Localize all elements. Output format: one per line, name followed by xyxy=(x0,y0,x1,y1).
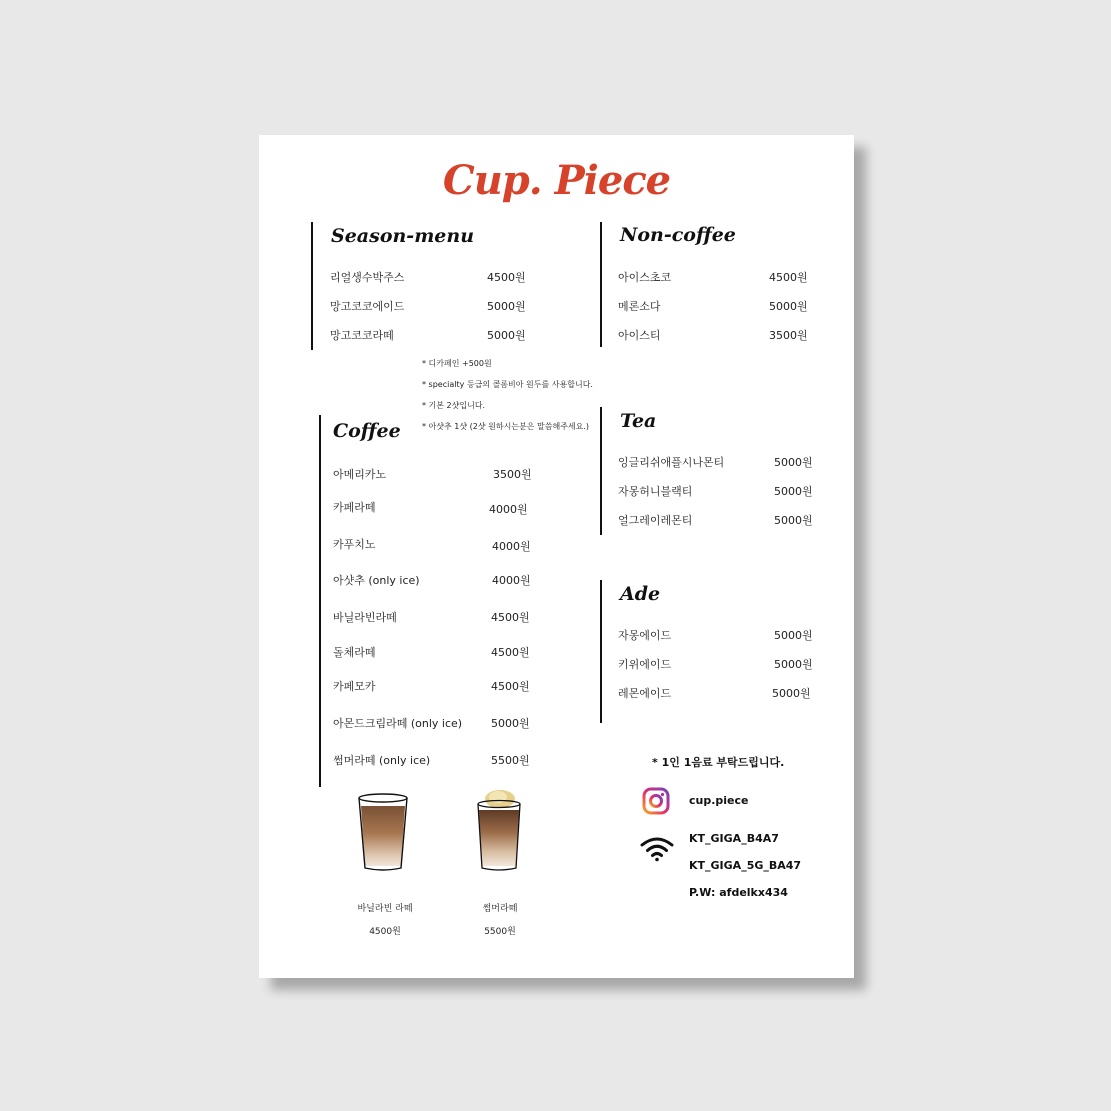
featured-drink-name: 바닐라빈 라떼 xyxy=(357,904,413,914)
wifi-ssid-2: KT_GIGA_5G_BA47 xyxy=(689,859,802,872)
menu-item-price: 4500원 xyxy=(491,646,530,659)
menu-item-price: 4500원 xyxy=(491,680,530,693)
menu-item-name: 아메리카노 xyxy=(333,468,387,481)
featured-drink-price: 4500원 xyxy=(369,927,401,937)
menu-item-price: 4000원 xyxy=(492,540,531,553)
menu-item-name: 아이스티 xyxy=(618,329,661,342)
note-line: * 디카페인 +500원 xyxy=(422,359,492,368)
menu-item-price: 4000원 xyxy=(489,503,528,516)
menu-item-price: 5000원 xyxy=(774,658,813,671)
menu-item-price: 4000원 xyxy=(492,574,531,587)
brand-logo: Cup. Piece xyxy=(442,157,671,204)
menu-item-name: 카푸치노 xyxy=(333,538,376,551)
note-line: * specialty 등급의 콜롬비아 원두를 사용합니다. xyxy=(422,380,593,389)
menu-item-price: 5000원 xyxy=(774,629,813,642)
menu-item-price: 4500원 xyxy=(769,271,808,284)
summer-latte-glass-illustration xyxy=(473,790,525,872)
menu-item-name: 썸머라떼 (only ice) xyxy=(333,754,431,767)
note-line: * 아샷추 1샷 (2샷 원하시는분은 말씀해주세요.) xyxy=(422,422,590,431)
menu-item-name: 레몬에이드 xyxy=(618,687,672,700)
menu-item-price: 5000원 xyxy=(769,300,808,313)
menu-item-name: 아몬드크림라떼 (only ice) xyxy=(333,717,463,730)
menu-item-price: 3500원 xyxy=(769,329,808,342)
menu-item-name: 카페라떼 xyxy=(333,501,376,514)
tea-title: Tea xyxy=(620,410,657,432)
menu-item-name: 자몽허니블랙티 xyxy=(618,485,693,498)
menu-item-name: 아샷추 (only ice) xyxy=(333,574,420,587)
menu-item-price: 5000원 xyxy=(774,485,813,498)
menu-item-price: 5000원 xyxy=(487,300,526,313)
menu-item-name: 메론소다 xyxy=(618,300,661,313)
season-divider xyxy=(311,222,313,350)
featured-drink-price: 5500원 xyxy=(484,927,516,937)
menu-item-price: 3500원 xyxy=(493,468,532,481)
vanilla-latte-glass-illustration xyxy=(356,792,410,872)
ade-title: Ade xyxy=(620,583,661,605)
menu-item-name: 잉글리쉬애플시나몬티 xyxy=(618,456,725,469)
noncoffee-divider xyxy=(600,222,602,347)
wifi-ssid-1: KT_GIGA_B4A7 xyxy=(689,832,779,845)
menu-item-name: 카페모카 xyxy=(333,680,376,693)
wifi-password: P.W: afdelkx434 xyxy=(689,886,788,899)
instagram-icon[interactable] xyxy=(642,787,670,815)
menu-item-name: 돌체라떼 xyxy=(333,646,376,659)
menu-item-name: 망고코코라떼 xyxy=(330,329,394,342)
menu-item-price: 5000원 xyxy=(491,717,530,730)
menu-item-name: 리얼생수박주스 xyxy=(330,271,405,284)
menu-item-name: 자몽에이드 xyxy=(618,629,672,642)
menu-item-name: 얼그레이레몬티 xyxy=(618,514,693,527)
menu-item-price: 4500원 xyxy=(491,611,530,624)
menu-sheet xyxy=(259,135,854,978)
season-title: Season-menu xyxy=(331,225,475,247)
tea-divider xyxy=(600,407,602,535)
note-line: * 기본 2샷입니다. xyxy=(422,401,486,410)
menu-item-name: 바닐라빈라떼 xyxy=(333,611,397,624)
menu-item-price: 4500원 xyxy=(487,271,526,284)
menu-item-price: 5000원 xyxy=(774,514,813,527)
wifi-icon xyxy=(640,836,674,862)
coffee-divider xyxy=(319,415,321,787)
menu-item-price: 5000원 xyxy=(487,329,526,342)
menu-item-price: 5500원 xyxy=(491,754,530,767)
ade-divider xyxy=(600,580,602,723)
menu-item-price: 5000원 xyxy=(774,456,813,469)
menu-item-price: 5000원 xyxy=(772,687,811,700)
menu-item-name: 키위에이드 xyxy=(618,658,672,671)
menu-item-name: 아이스초코 xyxy=(618,271,672,284)
instagram-handle[interactable]: cup.piece xyxy=(689,794,749,807)
noncoffee-title: Non-coffee xyxy=(620,224,736,246)
menu-item-name: 망고코코에이드 xyxy=(330,300,405,313)
featured-drink-name: 썸머라떼 xyxy=(482,904,518,914)
order-note: * 1인 1음료 부탁드립니다. xyxy=(652,756,785,769)
coffee-title: Coffee xyxy=(333,420,401,442)
